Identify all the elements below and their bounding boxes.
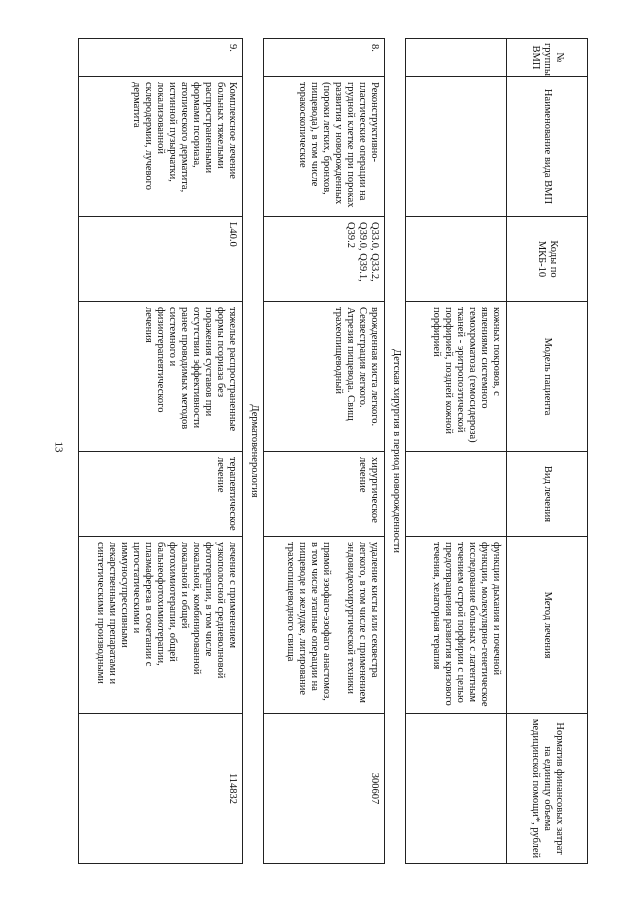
section-title: Детская хирургия в период новорожденности — [385, 39, 406, 864]
cell-cost: 300607 — [264, 714, 385, 864]
cell-method: лечение с применением узкополосной средневолновой фототерапии, в том числе локальной, комбинированной локальной и общей фотохимиотерапии, общей бальнеофотохимиотерапии, плазмафереза в сочетании с цитостатическими и иммуносупрессивными лекарственными препаратами и синтетическими производными — [79, 537, 243, 714]
section-title: Дерматовенерология — [243, 39, 264, 864]
header-num: № группы ВМП — [507, 39, 588, 77]
header-name: Наименование вида ВМП — [507, 77, 588, 217]
method-text-2: прямой эзофаго-эзофаго анастомоз, в том числе этапные операции на пищеводе и желудке, лигирование трахеопищеводного свища — [285, 542, 332, 701]
cell-num: 9. — [79, 39, 243, 77]
cell-type: терапевтическое лечение — [79, 452, 243, 537]
cell-cost — [406, 714, 507, 864]
cell-model: кожных покровов, с явлениями системного гемохроматоза (гемосидероза) тканей - эритропоэтической порфирией, поздней кожной порфирией — [406, 302, 507, 452]
cell-name: Реконструктивно-пластические операции на грудной клетке при пороках развития у новорожденных (пороки легких, бронхов, пищевода), в том числе торакоскопические — [264, 77, 385, 217]
table-row — [79, 39, 243, 864]
header-model: Модель пациента — [507, 302, 588, 452]
cell-method — [264, 537, 385, 714]
cell-type — [406, 452, 507, 537]
header-type: Вид лечения — [507, 452, 588, 537]
header-codes: Коды по МКБ-10 — [507, 217, 588, 302]
cell-cost: 114832 — [79, 714, 243, 864]
section-row — [385, 39, 406, 864]
cell-model: врожденная киста легкого. Секвестрация легкого. Атрезия пищевода. Свищ трахеопищеводный — [264, 302, 385, 452]
table-header-row — [507, 39, 588, 864]
cell-method: функции дыхания и почечной функции, молекулярно-генетическое исследование больных с латентным течением острой порфирии с целью предотвращения развития кризового течения, хелаторная терапия — [406, 537, 507, 714]
header-cost: Норматив финансовых затрат на единицу объема медицинской помощи*, рублей — [507, 714, 588, 864]
table-row — [264, 39, 385, 864]
cell-type: хирургическое лечение — [264, 452, 385, 537]
section-row — [243, 39, 264, 864]
table-row — [406, 39, 507, 864]
cell-name — [406, 77, 507, 217]
cell-codes — [406, 217, 507, 302]
page-number: 13 — [52, 441, 65, 453]
cell-num: 8. — [264, 39, 385, 77]
cell-codes: Q33.0, Q33.2, Q39.0, Q39.1, Q39.2 — [264, 217, 385, 302]
header-method: Метод лечения — [507, 537, 588, 714]
cell-num — [406, 39, 507, 77]
cell-codes: L40.0 — [79, 217, 243, 302]
vmp-table-sheet — [78, 38, 588, 863]
cell-name: Комплексное лечение больных тяжелыми распространенными формами псориаза, атопического дерматита, истинной пузырчатки, локализованной склеродермии, лучевого дерматита — [79, 77, 243, 217]
cell-model: тяжелые распространенные формы псориаза без поражения суставов при отсутствии эффективности ранее проводимых методов системного и физиотерапевтического лечения — [79, 302, 243, 452]
vmp-table — [78, 38, 588, 864]
method-text-1: удаление кисты или секвестра легкого, в том числе с применением эндовидеохирургической техники — [345, 542, 380, 703]
